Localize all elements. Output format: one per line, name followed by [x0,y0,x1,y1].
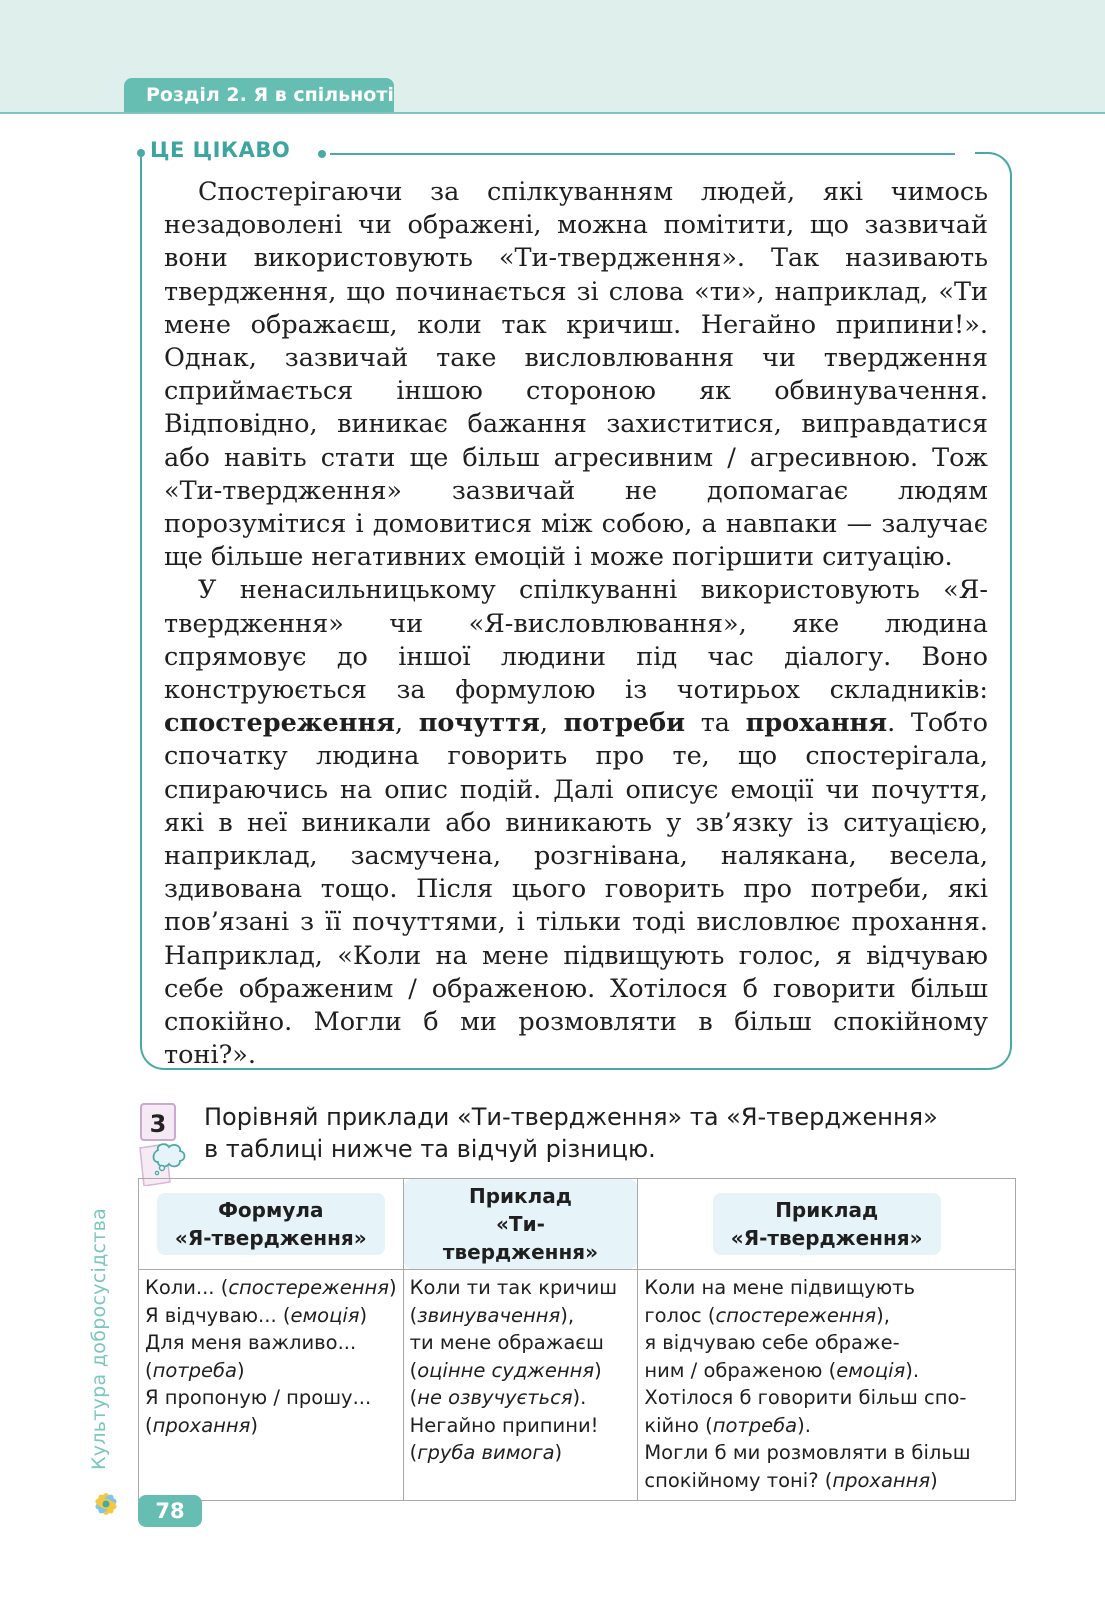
table-cell-line: Коли... (спостереження) [145,1276,397,1299]
header-ya-example: Приклад «Я-твердження» [638,1179,1016,1270]
table-cell-line: (оцінне судження) [409,1358,602,1382]
task-line-1: Порівняй приклади «Ти-твердження» та «Я-твердження» [204,1103,938,1131]
table-cell-line: (не озвучується). [409,1386,587,1409]
table-cell-line: (звинувачення), [409,1303,575,1327]
info-box-heading: ЦЕ ЦІКАВО [150,138,291,162]
table-cell-line: Коли на мене підвищують [644,1276,915,1299]
side-label: Культура добросусідства [88,1207,110,1470]
page-number: 78 [138,1495,202,1527]
cell-formula [139,1270,404,1501]
flower-icon [90,1488,122,1520]
section-tab: Розділ 2. Я в спільноті [124,78,394,112]
table-cell-line: Я відчуваю... (емоція) [145,1303,368,1327]
table-cell-line: Хотілося б говорити більш спо- [644,1386,967,1409]
header-ty-example: Приклад «Ти-твердження» [403,1179,638,1270]
info-paragraph-1: Спостерігаючи за спілкуванням людей, які чимось незадоволені чи ображені, можна помітити, що зазвичай вони використовують «Ти-твердження». Так називають твердження, що починається зі слова «ти», наприклад, «Ти мене ображаєш, коли так кричиш. Негайно припини!». Однак, зазвичай таке висловлювання чи твердження сприймається іншою стороною як обвинувачення. Відповідно, виникає бажання захиститися, виправдатися або навіть стати ще більш агресивним / агресивною. Тож «Ти-твердження» зазвичай не допомагає людям порозумітися і домовитися між собою, а навпаки — залучає ще більше негативних емоцій і може погіршити ситуацію. [164,177,988,573]
heading-dot-right [318,150,326,158]
cell-ya-example [638,1270,1016,1501]
heading-rule [330,153,955,155]
info-paragraph-2: У ненасильницькому спілкуванні використовують «Я-твердження» чи «Я-висловлювання», яке людина спрямовує до іншої людини під час діалогу. Воно конструюється за формулою із чотирьох складників: спостереження, почуття, потреби та прохання. Тобто спочатку людина говорить про те, що спостерігала, спираючись на опис подій. Далі описує емоції чи почуття, які в неї виникали або виникають у зв’язку із ситуацією, наприклад, засмучена, розгнівана, налякана, весела, здивована тощо. Після цього говорить про потреби, які пов’язані з її почуттями, і тільки тоді висловлює прохання. Наприклад, «Коли на мене підвищують голос, я відчуваю себе ображеним / ображеною. Хотілося б говорити більш спокійно. Могли б ми розмовляти в більш спокійному тоні?». [164,575,988,1071]
cell-ty-example [403,1270,638,1501]
task-line-2: в таблиці нижче та відчуй різницю. [204,1135,656,1163]
task-number: 3 [140,1103,176,1141]
table-cell-line: Я пропоную / прошу... [145,1386,372,1409]
table-cell-line: кійно (потреба). [644,1413,811,1437]
task-instruction [204,1101,1014,1165]
table-cell-line: Негайно припини! [409,1413,599,1437]
table-cell-line: ним / ображеною (емоція). [644,1358,920,1382]
table-cell-line: (потреба) [145,1358,245,1382]
header-formula: Формула «Я-твердження» [139,1179,404,1270]
table-cell-line: я відчуваю себе ображе- [644,1331,900,1354]
info-box-text [164,176,988,1072]
table-cell-line: Могли б ми розмовляти в більш [644,1441,971,1464]
table-cell-line: спокійному тоні? (прохання) [644,1468,938,1492]
table-cell-line: Коли ти так кричиш [409,1276,618,1299]
comparison-table [138,1178,1016,1501]
table-cell-line: (прохання) [145,1413,258,1437]
heading-dot-left [137,149,145,157]
table-cell-line: (груба вимога) [409,1441,563,1464]
table-cell-line: голос (спостереження), [644,1303,890,1327]
table-cell-line: Для меня важливо... [145,1331,357,1354]
table-cell-line: ти мене ображаєш [409,1331,604,1354]
